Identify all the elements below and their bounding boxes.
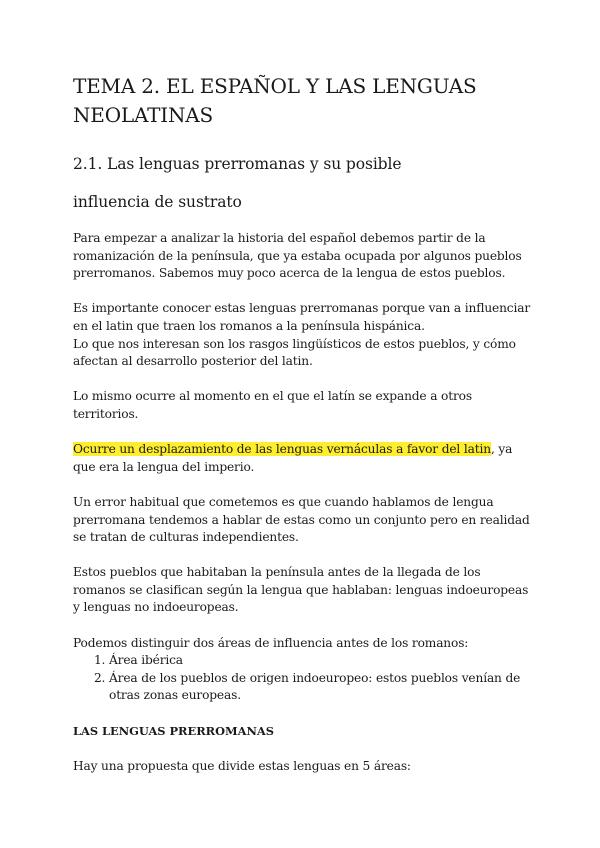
paragraph-romanization: Para empezar a analizar la historia del español debemos partir de la romanización de la península, que ya estaba ocupada por algunos pueblos prerromanos. Sabemos muy poco acerca de la lengua de estos pueblos.: [73, 231, 522, 281]
paragraph-linguistic-features: Lo que nos interesan son los rasgos lingüísticos de estos pueblos, y cómo afectan al desarrollo posterior del latin.: [73, 336, 516, 369]
highlighted-text: Ocurre un desplazamiento de las lenguas vernáculas a favor del latin: [73, 442, 491, 457]
influence-areas-list: [73, 652, 533, 705]
paragraph-influence-areas: Podemos distinguir dos áreas de influencia antes de los romanos:: [73, 635, 469, 650]
subheading-prerroman-languages: LAS LENGUAS PRERROMANAS: [73, 723, 274, 738]
paragraph-importance: Es importante conocer estas lenguas prerromanas porque van a influenciar en el latin que traen los romanos a la península hispánica.: [73, 301, 530, 333]
list-item: 1. Área ibérica: [109, 652, 533, 670]
document-page: [73, 72, 533, 775]
paragraph-expansion: Lo mismo ocurre al momento en el que el latín se expande a otros territorios.: [73, 389, 472, 421]
document-title: TEMA 2. EL ESPAÑOL Y LAS LENGUAS NEOLATINAS: [73, 74, 477, 127]
paragraph-displacement: [73, 441, 533, 476]
paragraph-classification: Estos pueblos que habitaban la península antes de la llegada de los romanos se clasifican según la lengua que hablaban: lenguas indoeuropeas y lenguas no indoeuropeas.: [73, 565, 529, 615]
paragraph-common-error: Un error habitual que cometemos es que cuando hablamos de lengua prerromana tendemos a hablar de estas como un conjunto pero en realidad se tratan de culturas independientes.: [73, 494, 530, 545]
section-heading-line-1: 2.1. Las lenguas prerromanas y su posible: [73, 155, 402, 173]
paragraph-group-importance: [73, 300, 533, 370]
section-heading-line-2: influencia de sustrato: [73, 193, 242, 211]
paragraph-five-areas: Hay una propuesta que divide estas lenguas en 5 áreas:: [73, 758, 411, 773]
list-item: 2. Área de los pueblos de origen indoeuropeo: estos pueblos venían de otras zonas europeas.: [109, 670, 533, 705]
paragraph-displacement-rest: , ya que era la lengua del imperio.: [73, 442, 513, 474]
